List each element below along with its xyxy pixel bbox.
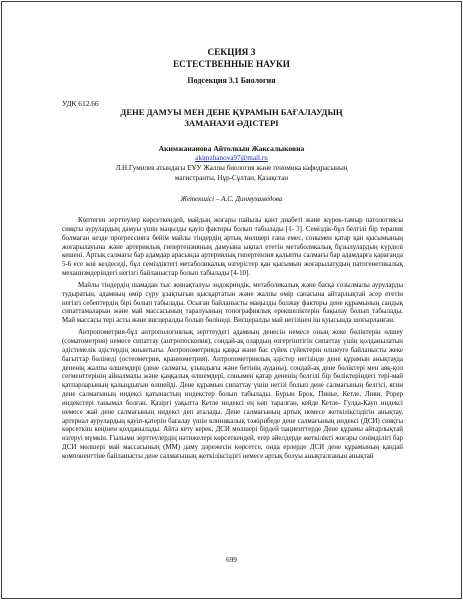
udk-code: УДК 612.66	[62, 99, 99, 108]
affiliation-line: магистранты, Нұр-Сұлтан, Қазақстан	[174, 174, 289, 183]
article-body	[62, 216, 403, 464]
author-email-link[interactable]: akimzhanova97@mail.ru	[195, 154, 268, 162]
body-paragraph: Көптеген зерттеулер көрсеткендей, майдың жоғары пайызы қант диабеті және жүрек-тамыр патологиясы сияқты аурулардың дамуы үшін маңызды қауіп факторы болып табылады [1- 3]. Семіздік-бұл белгілі бір терапия болмаған кезде прогрессияға бейім майлы тіндердің артық мөлшері ғана емес, сонымен қатар қан қысымының жоғарылауына және артериялық гипертензияның дамуына ықпал ететін метаболикалық бұзылулардың күрделі кешені. Артық салмағы бар адамдар арасында артериялық гипертензия қалыпты салмағы бар адамдарға қарағанда 5-6 есе жиі кездеседі, бұл семіздіктегі метаболикалық өзгерістер қан қысымын жоғарылатудың патогенетикалық механизмдеріндегі негізгі байланыстар болып табылады [4-10].	[62, 216, 403, 278]
document-page	[1, 1, 462, 599]
body-paragraph: Антропометрия-бұл антропологиялық зерттеудегі адамның денесін немесе оның жеке бөліктерін өлшеу (соматометрия) немесе сипаттау (антропоскопия), сондай-ақ олардың өзгергіштігін сипаттау үшін қолданылатын әдістемелік әдістердің жиынтығы. Антропометрияда қаңқа және бас сүйек сүйектерін өлшеуге байланысты жеке бағыттар бөлінеді (остеометрия, краниометрия). Антропометриялық әдістер негізінде дене құрамын анықтауда дененің жалпы өлшемдері (дене салмағы, ұзындығы және бетінің ауданы), сондай-ақ дене бөліктері мен аяқ-қол сегменттерінің айналмалы және қаңқалық өлшемдері, сонымен қатар дененің белгілі бір бөліктеріндегі тері-май қатпарларының қалыңдығын өлшейді. Дене құрамын сипаттау үшін негізі болып дене салмағының белгісі, яғни дене салмағының индексі қатынастың индекстер болып табылады. Бурын Брок, Пинье, Кетле, Ливи, Рорер индекстері танымал болған. Қазіргі уақытта Кетле индексі ең көп таралған, кейде Кетле- Гулда-Кауп индексі немесе жай дене салмағының индексі деп аталады. Дене салмағының артық немесе жеткіліксіздігін анықтау, артериал аурулардың қауіп-қатерін бағалау үшін клиникалық тәжірибеде дене салмағының индексі (ДСИ) сияқты көрсеткіш кеңінен қолданылады. Айта кету керек, ДСИ мөлшері бірдей пациенттерде Дене құрамы айтарлықтай өзгеруі мүмкін. Ғылыми зерттеулердің нәтижелері көрсеткендей, егер әйелдерде жеткілікті жоғары сенімділігі бар ДСИ мөлшері май массасының (ММ) даму дәрежесін көрсетсе, онда ерлерде ДСИ дене құрамының қандай компоненттіне байланысты дене салмағының жеткіліксіздігі немесе артық болуы анықталғанын анықтай	[62, 328, 403, 460]
article-title	[62, 107, 401, 129]
author-affiliation	[62, 163, 401, 183]
article-title-line: ДЕНЕ ДАМУЫ МЕН ДЕНЕ ҚҰРАМЫН БАҒАЛАУДЫҢ	[120, 107, 343, 117]
body-paragraph: Майлы тіндердің шамадан тыс жинақталуы эндокриндік, метаболикалық және басқа созылмалы ауруларды тудыратын, адамның өмір сүру ұзақтығын қысқартатын және жалпы өмір сапасына айтарлықтай әсер ететін негізгі себептердің бірі болып табылады. Осыған байланысты маңызды болжау факторы дене құрамының сандық сипаттамаларын және май массасының таралуының топографиялық ерекшеліктерін бақылау болып табылады. Май массасы тері асты және висцералды болып бөлінеді. Висцералды май негізінен іш қуысында шоғырланған.	[62, 280, 403, 325]
page-number: 699	[226, 556, 237, 564]
section-number: СЕКЦИЯ 3	[207, 47, 256, 57]
section-heading	[2, 46, 461, 70]
author-name: Акимжананова Айтолкын Жаксалыковна	[158, 144, 305, 153]
section-name: ЕСТЕСТВЕННЫЕ НАУКИ	[172, 59, 291, 69]
article-title-line: ЗАМАНАУИ ӘДІСТЕРІ	[184, 118, 279, 128]
affiliation-line: Л.Н.Гумилев атындағы ЕҰУ Жалпы биология және геномика кафедрасының	[115, 164, 348, 172]
supervisor: Жетекшісі – А.С. Динмухамедова	[180, 195, 283, 203]
subsection-heading: Подсекция 3.1 Биология	[187, 76, 276, 85]
